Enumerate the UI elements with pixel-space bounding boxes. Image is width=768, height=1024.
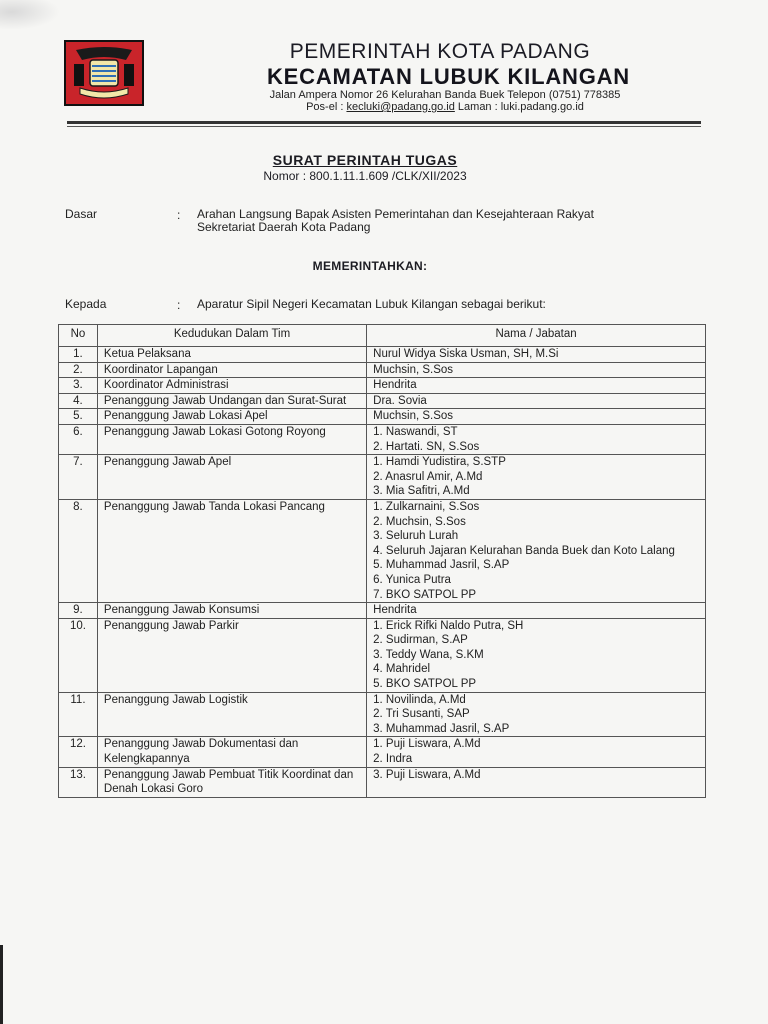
name-entry: Nurul Widya Siska Usman, SH, M.Si <box>373 348 559 360</box>
name-entry: 2. Indra <box>373 753 413 766</box>
email-prefix: Pos-el : <box>306 101 347 113</box>
name-entry: 2. Anasrul Amir, A.Md <box>373 470 483 483</box>
row-names <box>367 603 706 619</box>
table-row <box>59 603 706 619</box>
table-row <box>59 499 706 602</box>
row-number: 1. <box>59 347 98 363</box>
letter-title: SURAT PERINTAH TUGAS <box>272 152 458 168</box>
row-names <box>367 767 706 797</box>
header-role: Kedudukan Dalam Tim <box>97 325 366 347</box>
row-names <box>367 362 706 378</box>
name-entry: 1. Hamdi Yudistira, S.STP <box>373 456 506 469</box>
name-list <box>373 768 705 783</box>
name-entry: 5. BKO SATPOL PP <box>373 678 477 691</box>
name-list <box>373 425 705 454</box>
letterhead-divider-thin <box>67 126 701 127</box>
name-entry: 5. Muhammad Jasril, S.AP <box>373 559 510 572</box>
scan-edge <box>0 945 3 1024</box>
name-entry: Muchsin, S.Sos <box>373 410 454 423</box>
name-entry: 3. Teddy Wana, S.KM <box>373 648 484 661</box>
district-name: KECAMATAN LUBUK KILANGAN <box>266 64 630 89</box>
table-row <box>59 424 706 454</box>
row-number: 6. <box>59 424 98 454</box>
name-entry: 2. Tri Susanti, SAP <box>373 708 470 721</box>
table-row <box>59 393 706 409</box>
header-name: Nama / Jabatan <box>367 325 706 347</box>
letterhead-divider <box>67 121 701 124</box>
table-body <box>59 347 706 798</box>
website-link[interactable]: luki.padang.go.id <box>500 101 584 113</box>
row-role: Ketua Pelaksana <box>97 347 366 363</box>
row-role: Penanggung Jawab Pembuat Titik Koordinat dan Denah Lokasi Goro <box>97 767 366 797</box>
header-no: No <box>59 325 98 347</box>
letter-number: Nomor : 800.1.11.1.609 /CLK/XII/2023 <box>263 169 467 183</box>
row-number: 8. <box>59 499 98 602</box>
contact-line <box>180 101 710 113</box>
row-names <box>367 499 706 602</box>
name-list <box>373 500 705 602</box>
row-number: 12. <box>59 737 98 767</box>
name-entry: 3. Puji Liswara, A.Md <box>373 768 481 781</box>
row-number: 7. <box>59 455 98 500</box>
table-row <box>59 692 706 737</box>
city-emblem-logo <box>64 40 144 106</box>
row-names <box>367 692 706 737</box>
row-names <box>367 737 706 767</box>
email-link[interactable]: kecluki@padang.go.id <box>346 101 455 113</box>
name-list <box>373 619 705 692</box>
task-assignment-table <box>58 324 706 798</box>
name-list <box>373 409 705 424</box>
table-row <box>59 378 706 394</box>
row-role: Penanggung Jawab Lokasi Gotong Royong <box>97 424 366 454</box>
row-names <box>367 618 706 692</box>
name-entry: 4. Seluruh Jajaran Kelurahan Banda Buek dan Koto Lalang <box>373 544 675 557</box>
row-role: Penanggung Jawab Lokasi Apel <box>97 409 366 425</box>
name-list <box>373 693 705 737</box>
row-number: 13. <box>59 767 98 797</box>
row-role: Penanggung Jawab Apel <box>97 455 366 500</box>
row-number: 10. <box>59 618 98 692</box>
name-entry: 6. Yunica Putra <box>373 573 451 586</box>
recipient-colon: : <box>177 298 181 312</box>
website-prefix: Laman : <box>454 101 501 113</box>
row-names <box>367 378 706 394</box>
table-row <box>59 737 706 767</box>
basis-text <box>197 208 677 234</box>
name-entry: 4. Mahridel <box>373 663 431 676</box>
row-number: 9. <box>59 603 98 619</box>
table-row <box>59 347 706 363</box>
recipient-label: Kepada <box>65 297 107 311</box>
name-entry: 2. Muchsin, S.Sos <box>373 515 466 528</box>
name-entry: 1. Naswandi, ST <box>373 425 458 438</box>
row-role: Koordinator Administrasi <box>97 378 366 394</box>
table-header-row <box>59 325 706 347</box>
basis-label: Dasar <box>65 207 98 221</box>
row-role: Penanggung Jawab Logistik <box>97 692 366 737</box>
row-names <box>367 347 706 363</box>
basis-colon: : <box>177 208 181 222</box>
row-role: Penanggung Jawab Tanda Lokasi Pancang <box>97 499 366 602</box>
table-row <box>59 618 706 692</box>
name-list <box>373 455 705 499</box>
row-role: Penanggung Jawab Undangan dan Surat-Surat <box>97 393 366 409</box>
table-row <box>59 362 706 378</box>
row-names <box>367 393 706 409</box>
name-entry: 3. Seluruh Lurah <box>373 530 459 543</box>
table-row <box>59 409 706 425</box>
name-list <box>373 737 705 766</box>
scan-smudge <box>0 0 60 30</box>
command-heading: MEMERINTAHKAN: <box>312 259 428 273</box>
name-entry: 1. Novilinda, A.Md <box>373 693 466 706</box>
name-entry: 1. Puji Liswara, A.Md <box>373 738 481 751</box>
table-row <box>59 767 706 797</box>
name-entry: Dra. Sovia <box>373 394 427 407</box>
name-list <box>373 378 705 393</box>
row-names <box>367 409 706 425</box>
name-entry: Muchsin, S.Sos <box>373 363 454 376</box>
row-number: 11. <box>59 692 98 737</box>
basis-line-2: Sekretariat Daerah Kota Padang <box>197 220 371 234</box>
name-entry: 3. Muhammad Jasril, S.AP <box>373 722 510 735</box>
basis-line-1: Arahan Langsung Bapak Asisten Pemerintahan dan Kesejahteraan Rakyat <box>197 207 594 221</box>
name-entry: 3. Mia Safitri, A.Md <box>373 485 470 498</box>
row-names <box>367 455 706 500</box>
row-number: 4. <box>59 393 98 409</box>
row-number: 5. <box>59 409 98 425</box>
name-entry: 1. Zulkarnaini, S.Sos <box>373 500 480 513</box>
name-list <box>373 394 705 409</box>
name-list <box>373 363 705 378</box>
name-entry: Hendrita <box>373 604 417 617</box>
name-entry: 2. Sudirman, S.AP <box>373 634 468 647</box>
row-role: Penanggung Jawab Dokumentasi dan Kelengkapannya <box>97 737 366 767</box>
recipient-text: Aparatur Sipil Negeri Kecamatan Lubuk Kilangan sebagai berikut: <box>197 297 546 311</box>
table-row <box>59 455 706 500</box>
name-entry: 1. Erick Rifki Naldo Putra, SH <box>373 619 524 632</box>
office-address: Jalan Ampera Nomor 26 Kelurahan Banda Buek Telepon (0751) 778385 <box>269 89 621 101</box>
name-entry: Hendrita <box>373 379 417 392</box>
row-names <box>367 424 706 454</box>
name-list <box>373 347 705 362</box>
row-role: Penanggung Jawab Parkir <box>97 618 366 692</box>
row-number: 3. <box>59 378 98 394</box>
row-role: Penanggung Jawab Konsumsi <box>97 603 366 619</box>
name-entry: 2. Hartati. SN, S.Sos <box>373 440 480 453</box>
name-list <box>373 603 705 618</box>
name-entry: 7. BKO SATPOL PP <box>373 588 477 601</box>
row-role: Koordinator Lapangan <box>97 362 366 378</box>
row-number: 2. <box>59 362 98 378</box>
government-name: PEMERINTAH KOTA PADANG <box>289 40 591 63</box>
